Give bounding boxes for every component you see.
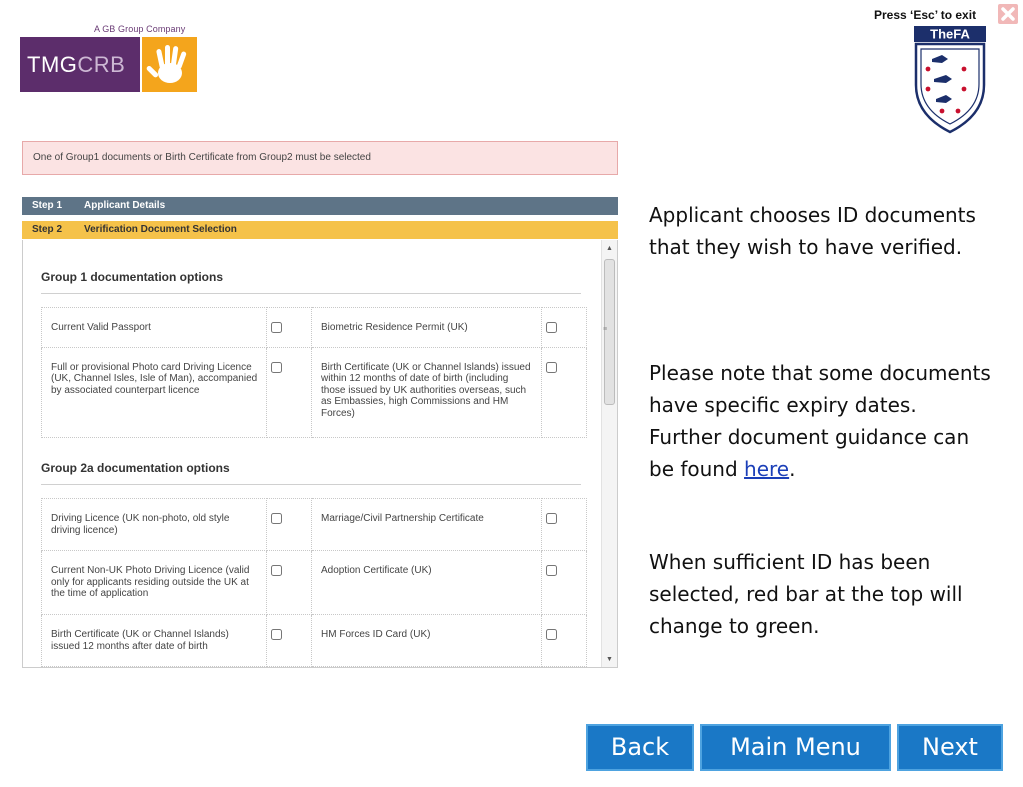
panel-scrollbar[interactable]: [601, 240, 617, 667]
doc-current-valid-passport: Current Valid Passport: [42, 308, 267, 348]
group-1-title: Group 1 documentation options: [41, 270, 581, 294]
logo-tagline: A GB Group Company: [94, 24, 186, 34]
step-1-header[interactable]: [22, 197, 618, 215]
crest-label: TheFA: [930, 26, 970, 42]
close-icon[interactable]: [998, 4, 1018, 24]
next-button[interactable]: Next: [897, 724, 1003, 771]
step-1-label: Applicant Details: [84, 200, 166, 211]
group-1-table: [41, 307, 587, 438]
step-1-number: Step 1: [32, 200, 63, 211]
doc-birth-certificate-12-months: Birth Certificate (UK or Channel Islands) issued within 12 months of date of birth (including those issued by UK authorities overseas, such as Embassies, high Commissions and HM Forces): [312, 347, 542, 437]
doc-non-uk-photo-licence: Current Non-UK Photo Driving Licence (valid only for applicants residing outside the UK at the time of application: [42, 551, 267, 615]
step-2-header[interactable]: [22, 221, 618, 239]
doc-non-photo-driving-licence: Driving Licence (UK non-photo, old style driving licence): [42, 499, 267, 551]
group-2a-table: [41, 498, 587, 667]
doc-marriage-certificate: Marriage/Civil Partnership Certificate: [312, 499, 542, 551]
checkbox-non-uk-photo-licence[interactable]: [271, 565, 282, 576]
table-row: [42, 551, 587, 615]
checkbox-birth-certificate-12-months[interactable]: [546, 362, 557, 373]
table-row: [42, 615, 587, 667]
checkbox-biometric-residence-permit[interactable]: [546, 322, 557, 333]
scroll-up-arrow-icon[interactable]: ▲: [606, 245, 613, 252]
doc-biometric-residence-permit: Biometric Residence Permit (UK): [312, 308, 542, 348]
checkbox-birth-certificate-after-12-months[interactable]: [271, 629, 282, 640]
document-selection-panel: [22, 240, 618, 668]
main-menu-button[interactable]: Main Menu: [700, 724, 891, 771]
step-2-number: Step 2: [32, 224, 63, 235]
validation-alert-bar: One of Group1 documents or Birth Certificate from Group2 must be selected: [22, 141, 618, 175]
step-2-label: Verification Document Selection: [84, 224, 237, 235]
checkbox-marriage-certificate[interactable]: [546, 513, 557, 524]
hand-logo-icon: [142, 37, 197, 92]
checkbox-photo-driving-licence[interactable]: [271, 362, 282, 373]
table-row: [42, 347, 587, 437]
scroll-down-arrow-icon[interactable]: ▼: [606, 656, 613, 663]
table-row: [42, 499, 587, 551]
back-button[interactable]: Back: [586, 724, 694, 771]
doc-hm-forces-id-card: HM Forces ID Card (UK): [312, 615, 542, 667]
doc-adoption-certificate: Adoption Certificate (UK): [312, 551, 542, 615]
scroll-grip-icon: ≡: [603, 326, 608, 333]
checkbox-adoption-certificate[interactable]: [546, 565, 557, 576]
fa-crest-icon: [912, 25, 988, 135]
narration-paragraph-3: When sufficient ID has been selected, red bar at the top will change to green.: [649, 550, 963, 638]
narration-p2-end: .: [789, 457, 796, 481]
narration-paragraph-1: Applicant chooses ID documents that they wish to have verified.: [649, 203, 976, 259]
narration-p2-text: Please note that some documents have specific expiry dates. Further document guidance can be found: [649, 361, 991, 481]
logo-brand-sub: CRB: [77, 52, 126, 77]
doc-photo-driving-licence: Full or provisional Photo card Driving Licence (UK, Channel Isles, Isle of Man), accompanied by associated counterpart licence: [42, 347, 267, 437]
group-2a-title: Group 2a documentation options: [41, 461, 581, 485]
checkbox-non-photo-driving-licence[interactable]: [271, 513, 282, 524]
table-row: [42, 308, 587, 348]
narration-paragraph-2: [649, 357, 994, 485]
guidance-here-link[interactable]: here: [744, 457, 790, 481]
checkbox-hm-forces-id-card[interactable]: [546, 629, 557, 640]
tmgcrb-logo: [20, 37, 140, 92]
doc-birth-certificate-after-12-months: Birth Certificate (UK or Channel Islands) issued 12 months after date of birth: [42, 615, 267, 667]
esc-exit-hint: Press ‘Esc’ to exit: [874, 8, 977, 22]
checkbox-current-valid-passport[interactable]: [271, 322, 282, 333]
logo-brand-main: TMG: [27, 52, 78, 77]
